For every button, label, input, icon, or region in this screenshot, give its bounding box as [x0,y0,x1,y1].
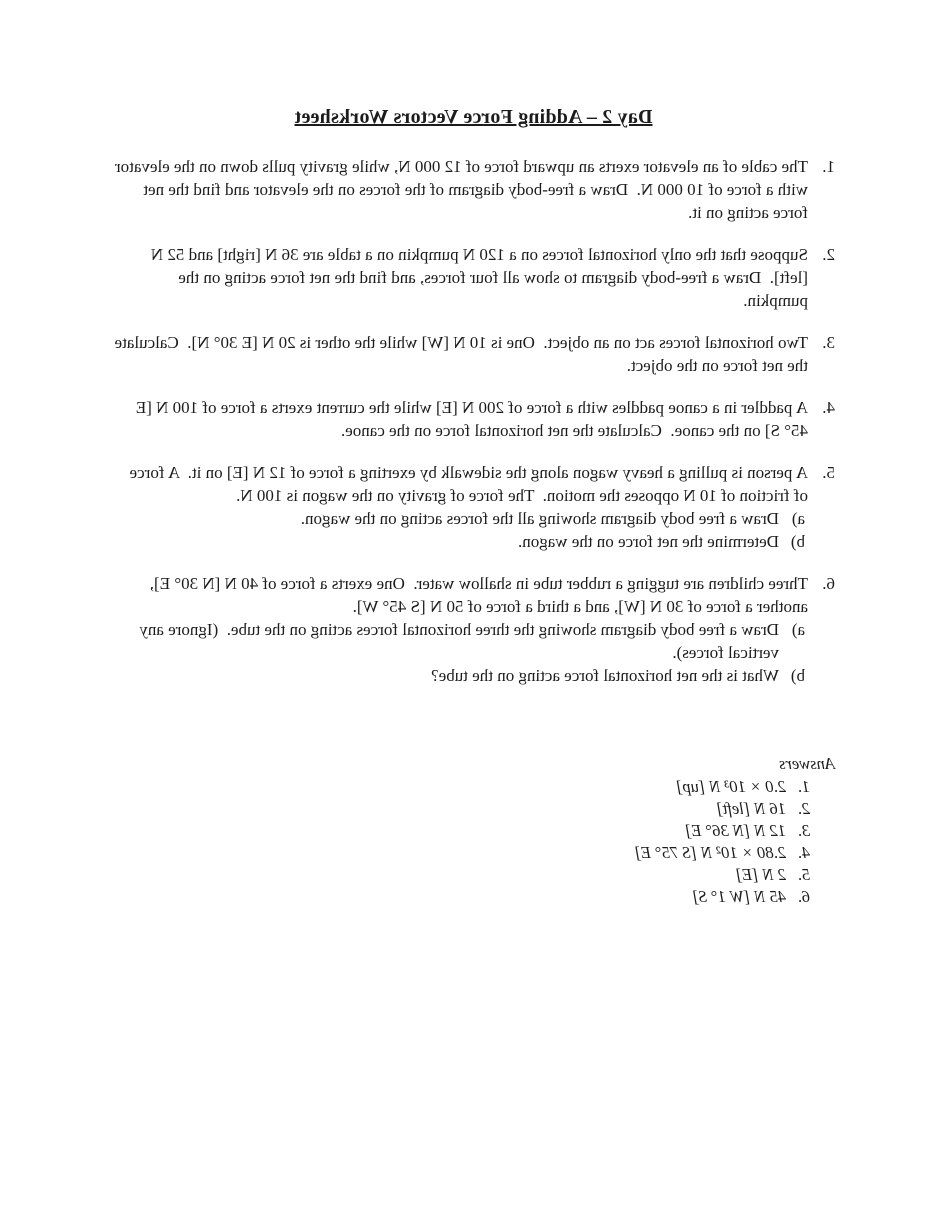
subitem-label: a) [791,509,805,528]
question-row [112,155,835,224]
subitem-text: Draw a free body diagram showing the three horizontal forces acting on the tube. (Ignore any vertical forces). [135,620,779,662]
question-text: The cable of an elevator exerts an upward force of 12 000 N, while gravity pulls down on the elevator with a force of 10 000 N. Draw a free-body diagram of the forces on the elevator and find the net force acting on it. [110,157,808,222]
question-6-subitem-a [112,618,835,664]
question-number: 6. [822,574,835,593]
answer-row-2 [112,798,835,820]
question-number: 4. [822,398,835,417]
question-6-subitem-b [112,664,835,687]
answer-number: 2. [797,799,810,818]
answer-value: 2.0 × 10³ N [up] [675,777,786,796]
subitem-text: Determine the net force on the wagon. [517,532,779,551]
question-text: A person is pulling a heavy wagon along the sidewalk by exerting a force of 12 N [E] on it. A force of friction of 10 N opposes the motion. The force of gravity on the wagon is 100 N. [125,463,808,505]
answer-row-3 [112,820,835,842]
answer-value: 12 N [N 36° E] [684,821,786,840]
answer-row-5 [112,864,835,886]
answer-row-1 [112,776,835,798]
question-text: Suppose that the only horizontal forces on a 120 N pumpkin on a table are 36 N [right] and 52 N [left]. Draw a free-body diagram to show all four forces, and find the net force acting on the pumpkin. [146,245,808,310]
answer-number: 5. [797,865,810,884]
answer-number: 4. [797,843,810,862]
answer-value: 45 N [W 1° S] [692,887,786,906]
answer-value: 2.80 × 10² N [S 75° E] [634,843,786,862]
question-row [112,396,835,442]
answer-row-4 [112,842,835,864]
question-number: 5. [822,463,835,482]
answer-number: 1. [797,777,810,796]
question-2 [112,243,835,312]
subitem-text: Draw a free body diagram showing all the forces acting on the wagon. [300,509,779,528]
question-text: A paddler in a canoe paddles with a force of 200 N [E] while the current exerts a force of 100 N [E 45° S] on the canoe. Calculate the net horizontal force on the canoe. [131,398,808,440]
question-text: Three children are tugging a rubber tube in shallow water. One exerts a force of 40 N [N 30° E], another a force of 30 N [W], and a third a force of 50 N [S 45° W]. [145,574,808,616]
question-5 [112,461,835,553]
answer-number: 6. [797,887,810,906]
question-5-subitem-b [112,530,835,553]
answers-heading: Answers [779,754,835,773]
question-row [112,243,835,312]
question-3 [112,331,835,377]
answer-row-6 [112,886,835,908]
question-1 [112,155,835,224]
question-row [112,461,835,507]
question-number: 1. [822,157,835,176]
question-number: 3. [822,333,835,352]
subitem-label: a) [791,620,805,639]
question-text: Two horizontal forces act on an object. One is 10 N [W] while the other is 20 N [E 30° N]. Calculate the net force on the object. [110,333,808,375]
answer-value: 2 N [E] [735,865,786,884]
answers-section [112,753,835,908]
subitem-label: b) [790,532,805,551]
question-5-subitem-a [112,507,835,530]
question-6 [112,572,835,687]
question-row [112,572,835,618]
subitem-text: What is the net horizontal force acting on the tube? [431,666,779,685]
page-title: Day 2 – Adding Force Vectors Worksheet [294,106,653,128]
subitem-label: b) [790,666,805,685]
question-row [112,331,835,377]
question-number: 2. [822,245,835,264]
answer-value: 16 N [left] [716,799,786,818]
answer-number: 3. [797,821,810,840]
question-4 [112,396,835,442]
